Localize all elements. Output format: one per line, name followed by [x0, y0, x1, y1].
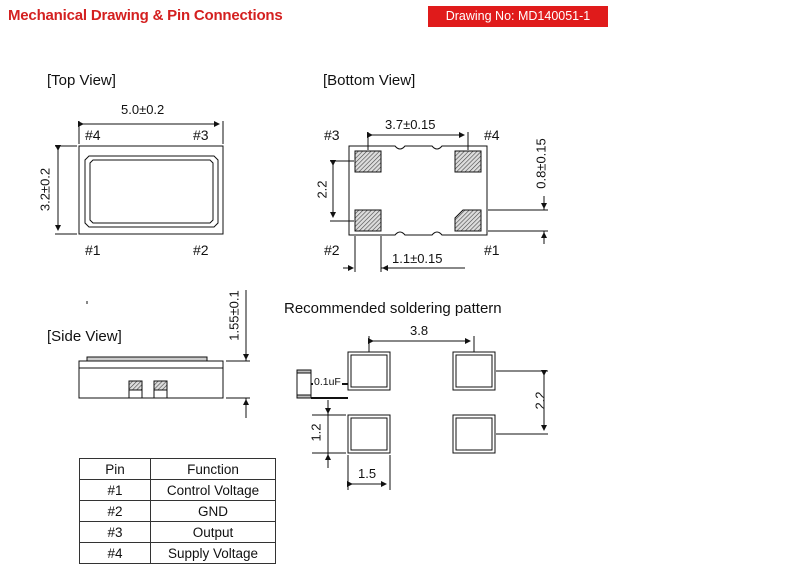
- table-cell-pin: #1: [80, 480, 151, 501]
- drawing-number-badge: Drawing No: MD140051-1: [428, 6, 608, 27]
- top-view-pin-4: #4: [85, 127, 101, 143]
- bottom-view-title: [Bottom View]: [323, 72, 416, 89]
- top-view-height-dim: 3.2±0.2: [37, 167, 53, 212]
- soldering-pad-height-dim: 1.2: [308, 423, 324, 442]
- table-row: [80, 543, 276, 564]
- table-header-pin: Pin: [80, 459, 151, 480]
- table-cell-function: Control Voltage: [151, 480, 276, 501]
- top-view-title: [Top View]: [47, 72, 116, 89]
- bottom-view-pad-width-dim: 1.1±0.15: [392, 251, 443, 266]
- soldering-pitch-dim: 2.2: [532, 391, 548, 410]
- page-title: Mechanical Drawing & Pin Connections: [8, 7, 283, 24]
- top-view-pin-2: #2: [193, 242, 209, 258]
- table-header-row: [80, 459, 276, 480]
- bottom-view-pin-1: #1: [484, 242, 500, 258]
- top-view-pin-1: #1: [85, 242, 101, 258]
- table-header-function: Function: [151, 459, 276, 480]
- table-row: [80, 522, 276, 543]
- table-cell-pin: #3: [80, 522, 151, 543]
- side-view-height-dim: 1.55±0.1: [226, 290, 242, 341]
- bottom-view-pin-4: #4: [484, 127, 500, 143]
- soldering-pattern-drawing: [297, 336, 548, 490]
- soldering-span-dim: 3.8: [410, 323, 429, 338]
- bottom-view-pad-pitch-dim: 2.2: [314, 180, 330, 199]
- bottom-view-pin-2: #2: [324, 242, 340, 258]
- soldering-pad-width-dim: 1.5: [358, 466, 377, 481]
- bottom-view-pad-height-dim: 0.8±0.15: [533, 138, 549, 189]
- soldering-pattern-title: Recommended soldering pattern: [284, 300, 502, 317]
- table-cell-function: GND: [151, 501, 276, 522]
- table-cell-function: Output: [151, 522, 276, 543]
- capacitor-label: 0.1uF: [314, 376, 341, 388]
- top-view-pin-3: #3: [193, 127, 209, 143]
- pin-function-table: [79, 458, 276, 564]
- top-view-width-dim: 5.0±0.2: [121, 102, 165, 117]
- bottom-view-pin-3: #3: [324, 127, 340, 143]
- table-cell-pin: #4: [80, 543, 151, 564]
- bottom-view-pad-span-dim: 3.7±0.15: [385, 117, 436, 132]
- side-view-title: [Side View]: [47, 328, 122, 345]
- side-view-drawing: [79, 290, 250, 418]
- table-cell-pin: #2: [80, 501, 151, 522]
- table-row: [80, 480, 276, 501]
- table-row: [80, 501, 276, 522]
- table-cell-function: Supply Voltage: [151, 543, 276, 564]
